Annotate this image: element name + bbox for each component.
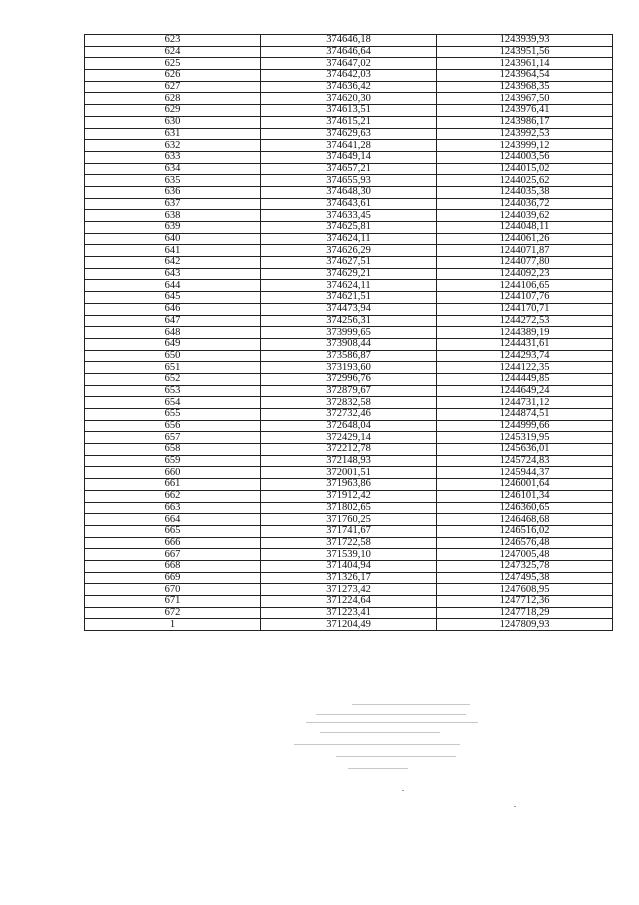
point-number-cell: 662 <box>85 490 261 502</box>
point-number-cell: 641 <box>85 245 261 257</box>
x-coordinate-cell: 374633,45 <box>261 210 437 222</box>
x-coordinate-cell: 371963,86 <box>261 479 437 491</box>
point-number-cell: 668 <box>85 560 261 572</box>
y-coordinate-cell: 1244999,66 <box>437 420 613 432</box>
point-number-cell: 660 <box>85 467 261 479</box>
point-number-cell: 663 <box>85 502 261 514</box>
y-coordinate-cell: 1246468,68 <box>437 514 613 526</box>
point-number-cell: 625 <box>85 58 261 70</box>
point-number-cell: 657 <box>85 432 261 444</box>
table-row <box>85 268 613 280</box>
table-row <box>85 549 613 561</box>
point-number-cell: 649 <box>85 338 261 350</box>
y-coordinate-cell: 1245319,95 <box>437 432 613 444</box>
point-number-cell: 643 <box>85 268 261 280</box>
table-row <box>85 490 613 502</box>
table-row <box>85 502 613 514</box>
x-coordinate-cell: 374646,64 <box>261 46 437 58</box>
y-coordinate-cell: 1244272,53 <box>437 315 613 327</box>
table-row <box>85 105 613 117</box>
y-coordinate-cell: 1247712,36 <box>437 596 613 608</box>
scan-speck <box>402 790 404 791</box>
table-row <box>85 222 613 234</box>
y-coordinate-cell: 1244061,26 <box>437 233 613 245</box>
y-coordinate-cell: 1244015,02 <box>437 163 613 175</box>
y-coordinate-cell: 1243964,54 <box>437 70 613 82</box>
x-coordinate-cell: 372648,04 <box>261 420 437 432</box>
table-row <box>85 280 613 292</box>
table-row <box>85 455 613 467</box>
y-coordinate-cell: 1243976,41 <box>437 105 613 117</box>
x-coordinate-cell: 374629,63 <box>261 128 437 140</box>
table-row <box>85 245 613 257</box>
x-coordinate-cell: 374648,30 <box>261 186 437 198</box>
x-coordinate-cell: 374615,21 <box>261 116 437 128</box>
table-row <box>85 151 613 163</box>
table-row <box>85 210 613 222</box>
point-number-cell: 636 <box>85 186 261 198</box>
y-coordinate-cell: 1244039,62 <box>437 210 613 222</box>
y-coordinate-cell: 1244003,56 <box>437 151 613 163</box>
x-coordinate-cell: 374646,18 <box>261 35 437 47</box>
table-row <box>85 572 613 584</box>
y-coordinate-cell: 1244874,51 <box>437 409 613 421</box>
table-row <box>85 362 613 374</box>
x-coordinate-cell: 371204,49 <box>261 619 437 631</box>
table-row <box>85 35 613 47</box>
x-coordinate-cell: 371223,41 <box>261 607 437 619</box>
table-row <box>85 525 613 537</box>
point-number-cell: 646 <box>85 303 261 315</box>
table-row <box>85 619 613 631</box>
y-coordinate-cell: 1244649,24 <box>437 385 613 397</box>
y-coordinate-cell: 1244107,76 <box>437 292 613 304</box>
y-coordinate-cell: 1244293,74 <box>437 350 613 362</box>
y-coordinate-cell: 1244431,61 <box>437 338 613 350</box>
point-number-cell: 652 <box>85 373 261 385</box>
x-coordinate-cell: 374620,30 <box>261 93 437 105</box>
table-row <box>85 467 613 479</box>
x-coordinate-cell: 372996,76 <box>261 373 437 385</box>
point-number-cell: 635 <box>85 175 261 187</box>
x-coordinate-cell: 374636,42 <box>261 81 437 93</box>
coordinates-table <box>84 34 613 631</box>
y-coordinate-cell: 1247495,38 <box>437 572 613 584</box>
x-coordinate-cell: 371326,17 <box>261 572 437 584</box>
x-coordinate-cell: 371741,67 <box>261 525 437 537</box>
y-coordinate-cell: 1244048,11 <box>437 222 613 234</box>
y-coordinate-cell: 1243951,56 <box>437 46 613 58</box>
x-coordinate-cell: 374657,21 <box>261 163 437 175</box>
y-coordinate-cell: 1245636,01 <box>437 444 613 456</box>
x-coordinate-cell: 371760,25 <box>261 514 437 526</box>
x-coordinate-cell: 371539,10 <box>261 549 437 561</box>
table-row <box>85 315 613 327</box>
x-coordinate-cell: 373586,87 <box>261 350 437 362</box>
x-coordinate-cell: 374256,31 <box>261 315 437 327</box>
point-number-cell: 659 <box>85 455 261 467</box>
point-number-cell: 671 <box>85 596 261 608</box>
table-row <box>85 233 613 245</box>
x-coordinate-cell: 372148,93 <box>261 455 437 467</box>
point-number-cell: 648 <box>85 327 261 339</box>
point-number-cell: 654 <box>85 397 261 409</box>
x-coordinate-cell: 374627,51 <box>261 257 437 269</box>
x-coordinate-cell: 374626,29 <box>261 245 437 257</box>
point-number-cell: 623 <box>85 35 261 47</box>
x-coordinate-cell: 371912,42 <box>261 490 437 502</box>
table-row <box>85 560 613 572</box>
faded-stamp <box>286 704 486 784</box>
y-coordinate-cell: 1243992,53 <box>437 128 613 140</box>
point-number-cell: 640 <box>85 233 261 245</box>
y-coordinate-cell: 1244449,85 <box>437 373 613 385</box>
x-coordinate-cell: 374647,02 <box>261 58 437 70</box>
table-row <box>85 338 613 350</box>
table-row <box>85 397 613 409</box>
point-number-cell: 665 <box>85 525 261 537</box>
table-row <box>85 303 613 315</box>
point-number-cell: 666 <box>85 537 261 549</box>
x-coordinate-cell: 374642,03 <box>261 70 437 82</box>
y-coordinate-cell: 1244122,35 <box>437 362 613 374</box>
point-number-cell: 639 <box>85 222 261 234</box>
x-coordinate-cell: 372212,78 <box>261 444 437 456</box>
y-coordinate-cell: 1244170,71 <box>437 303 613 315</box>
y-coordinate-cell: 1244106,65 <box>437 280 613 292</box>
point-number-cell: 624 <box>85 46 261 58</box>
x-coordinate-cell: 374655,93 <box>261 175 437 187</box>
y-coordinate-cell: 1246576,48 <box>437 537 613 549</box>
point-number-cell: 653 <box>85 385 261 397</box>
table-row <box>85 58 613 70</box>
point-number-cell: 1 <box>85 619 261 631</box>
table-row <box>85 128 613 140</box>
y-coordinate-cell: 1246360,65 <box>437 502 613 514</box>
point-number-cell: 630 <box>85 116 261 128</box>
x-coordinate-cell: 374641,28 <box>261 140 437 152</box>
table-row <box>85 140 613 152</box>
point-number-cell: 655 <box>85 409 261 421</box>
x-coordinate-cell: 372832,58 <box>261 397 437 409</box>
point-number-cell: 628 <box>85 93 261 105</box>
y-coordinate-cell: 1247005,48 <box>437 549 613 561</box>
point-number-cell: 629 <box>85 105 261 117</box>
point-number-cell: 638 <box>85 210 261 222</box>
table-row <box>85 420 613 432</box>
y-coordinate-cell: 1244731,12 <box>437 397 613 409</box>
x-coordinate-cell: 374624,11 <box>261 233 437 245</box>
table-row <box>85 46 613 58</box>
y-coordinate-cell: 1244077,80 <box>437 257 613 269</box>
point-number-cell: 669 <box>85 572 261 584</box>
y-coordinate-cell: 1247608,95 <box>437 584 613 596</box>
y-coordinate-cell: 1243968,35 <box>437 81 613 93</box>
table-row <box>85 373 613 385</box>
point-number-cell: 647 <box>85 315 261 327</box>
point-number-cell: 632 <box>85 140 261 152</box>
x-coordinate-cell: 372429,14 <box>261 432 437 444</box>
y-coordinate-cell: 1244035,38 <box>437 186 613 198</box>
y-coordinate-cell: 1246001,64 <box>437 479 613 491</box>
y-coordinate-cell: 1247809,93 <box>437 619 613 631</box>
table-row <box>85 479 613 491</box>
scan-speck <box>514 806 516 807</box>
y-coordinate-cell: 1246516,02 <box>437 525 613 537</box>
point-number-cell: 627 <box>85 81 261 93</box>
point-number-cell: 672 <box>85 607 261 619</box>
x-coordinate-cell: 373193,60 <box>261 362 437 374</box>
point-number-cell: 658 <box>85 444 261 456</box>
x-coordinate-cell: 374643,61 <box>261 198 437 210</box>
table-row <box>85 514 613 526</box>
x-coordinate-cell: 374624,11 <box>261 280 437 292</box>
x-coordinate-cell: 374629,21 <box>261 268 437 280</box>
point-number-cell: 633 <box>85 151 261 163</box>
x-coordinate-cell: 372732,46 <box>261 409 437 421</box>
y-coordinate-cell: 1244092,23 <box>437 268 613 280</box>
x-coordinate-cell: 374613,51 <box>261 105 437 117</box>
y-coordinate-cell: 1244389,19 <box>437 327 613 339</box>
y-coordinate-cell: 1244071,87 <box>437 245 613 257</box>
point-number-cell: 650 <box>85 350 261 362</box>
y-coordinate-cell: 1243986,17 <box>437 116 613 128</box>
point-number-cell: 637 <box>85 198 261 210</box>
y-coordinate-cell: 1244036,72 <box>437 198 613 210</box>
point-number-cell: 645 <box>85 292 261 304</box>
y-coordinate-cell: 1244025,62 <box>437 175 613 187</box>
table-row <box>85 175 613 187</box>
table-row <box>85 596 613 608</box>
table-row <box>85 385 613 397</box>
table-row <box>85 350 613 362</box>
x-coordinate-cell: 371404,94 <box>261 560 437 572</box>
point-number-cell: 651 <box>85 362 261 374</box>
table-row <box>85 432 613 444</box>
y-coordinate-cell: 1243939,93 <box>437 35 613 47</box>
table-row <box>85 93 613 105</box>
table-row <box>85 81 613 93</box>
coordinates-table-body <box>85 35 613 631</box>
table-row <box>85 584 613 596</box>
x-coordinate-cell: 374621,51 <box>261 292 437 304</box>
x-coordinate-cell: 374473,94 <box>261 303 437 315</box>
table-row <box>85 607 613 619</box>
point-number-cell: 656 <box>85 420 261 432</box>
x-coordinate-cell: 374649,14 <box>261 151 437 163</box>
y-coordinate-cell: 1243961,14 <box>437 58 613 70</box>
x-coordinate-cell: 373999,65 <box>261 327 437 339</box>
table-row <box>85 537 613 549</box>
y-coordinate-cell: 1245944,37 <box>437 467 613 479</box>
point-number-cell: 664 <box>85 514 261 526</box>
x-coordinate-cell: 371273,42 <box>261 584 437 596</box>
y-coordinate-cell: 1246101,34 <box>437 490 613 502</box>
table-row <box>85 292 613 304</box>
x-coordinate-cell: 374625,81 <box>261 222 437 234</box>
point-number-cell: 644 <box>85 280 261 292</box>
x-coordinate-cell: 373908,44 <box>261 338 437 350</box>
table-row <box>85 327 613 339</box>
y-coordinate-cell: 1247718,29 <box>437 607 613 619</box>
table-row <box>85 70 613 82</box>
point-number-cell: 670 <box>85 584 261 596</box>
point-number-cell: 661 <box>85 479 261 491</box>
table-row <box>85 186 613 198</box>
x-coordinate-cell: 372879,67 <box>261 385 437 397</box>
y-coordinate-cell: 1245724,83 <box>437 455 613 467</box>
x-coordinate-cell: 371224,64 <box>261 596 437 608</box>
point-number-cell: 631 <box>85 128 261 140</box>
x-coordinate-cell: 371802,65 <box>261 502 437 514</box>
x-coordinate-cell: 372001,51 <box>261 467 437 479</box>
y-coordinate-cell: 1243967,50 <box>437 93 613 105</box>
table-row <box>85 444 613 456</box>
y-coordinate-cell: 1243999,12 <box>437 140 613 152</box>
table-row <box>85 116 613 128</box>
table-row <box>85 257 613 269</box>
table-row <box>85 163 613 175</box>
table-row <box>85 409 613 421</box>
table-row <box>85 198 613 210</box>
point-number-cell: 634 <box>85 163 261 175</box>
point-number-cell: 626 <box>85 70 261 82</box>
point-number-cell: 667 <box>85 549 261 561</box>
y-coordinate-cell: 1247325,78 <box>437 560 613 572</box>
point-number-cell: 642 <box>85 257 261 269</box>
x-coordinate-cell: 371722,58 <box>261 537 437 549</box>
